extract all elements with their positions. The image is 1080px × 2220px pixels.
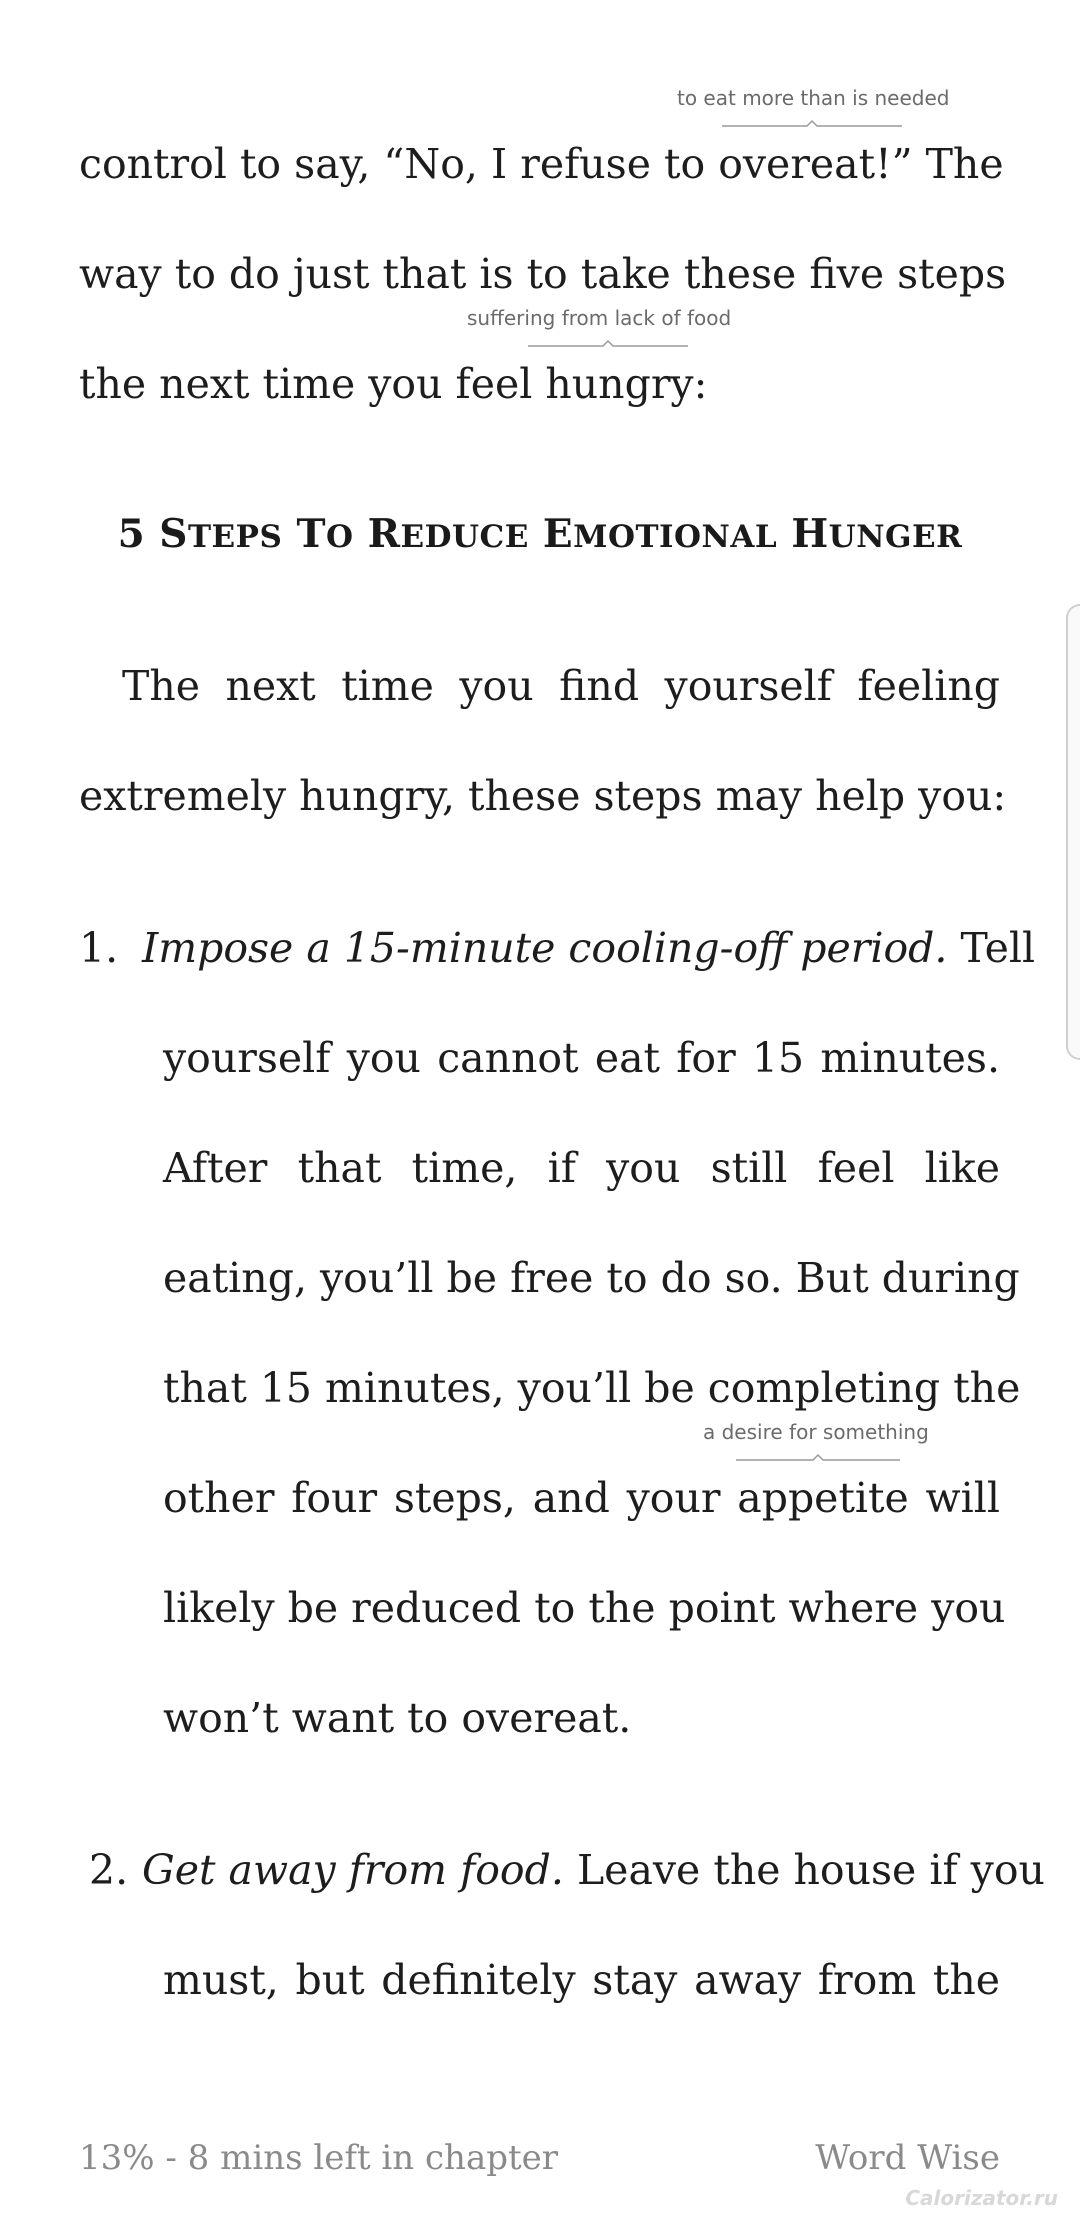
- step-line[interactable]: must, but definitely stay away from the: [163, 1956, 1000, 2004]
- step-line[interactable]: other four steps, and your appetite will: [163, 1474, 1000, 1522]
- word-wise-hint-hungry[interactable]: suffering from lack of food: [467, 306, 732, 330]
- step-line[interactable]: After that time, if you still feel like: [163, 1144, 1000, 1192]
- intro-line[interactable]: The next time you find yourself feeling: [122, 662, 1000, 710]
- heading-word: HUNGER: [791, 511, 963, 557]
- word-wise-underline-appetite: [736, 1452, 900, 1462]
- step-line[interactable]: that 15 minutes, you’ll be completing the: [163, 1364, 1021, 1412]
- step-first-line[interactable]: [142, 920, 1036, 976]
- step-text: Tell: [960, 924, 1036, 972]
- heading-number: 5: [117, 511, 146, 557]
- step-line[interactable]: likely be reduced to the point where you: [163, 1584, 1006, 1632]
- word-wise-toggle[interactable]: Word Wise: [815, 2138, 1000, 2178]
- heading-word: TO: [296, 511, 354, 557]
- section-heading: [0, 506, 1080, 565]
- step-title: Get away from food.: [142, 1846, 564, 1894]
- step-line[interactable]: eating, you’ll be free to do so. But during: [163, 1254, 1020, 1302]
- step-number: 2.: [89, 1846, 129, 1894]
- text-line[interactable]: the next time you feel hungry:: [79, 360, 708, 408]
- step-line[interactable]: won’t want to overeat.: [163, 1694, 632, 1742]
- step-line[interactable]: yourself you cannot eat for 15 minutes.: [163, 1034, 1000, 1082]
- text-line[interactable]: way to do just that is to take these five steps: [79, 250, 1007, 298]
- step-number: 1.: [79, 924, 119, 972]
- side-panel-handle[interactable]: [1066, 604, 1080, 1060]
- heading-word: REDUCE: [367, 511, 529, 557]
- word-wise-hint-overeat[interactable]: to eat more than is needed: [677, 86, 950, 110]
- word-wise-hint-appetite[interactable]: a desire for something: [703, 1420, 929, 1444]
- word-wise-underline-overeat: [722, 118, 902, 128]
- heading-word: EMOTIONAL: [542, 511, 778, 557]
- text-line[interactable]: control to say, “No, I refuse to overeat!” The: [79, 140, 1004, 188]
- watermark-logo: Calorizator.ru: [905, 2186, 1058, 2210]
- heading-word: STEPS: [159, 511, 283, 557]
- reading-progress[interactable]: 13% - 8 mins left in chapter: [79, 2138, 559, 2178]
- word-wise-underline-hungry: [528, 338, 688, 348]
- step-title: Impose a 15-minute cooling-off period.: [142, 924, 948, 972]
- intro-line[interactable]: extremely hungry, these steps may help you:: [79, 772, 1007, 820]
- step-first-line[interactable]: [142, 1842, 1045, 1898]
- step-text: Leave the house if you: [576, 1846, 1045, 1894]
